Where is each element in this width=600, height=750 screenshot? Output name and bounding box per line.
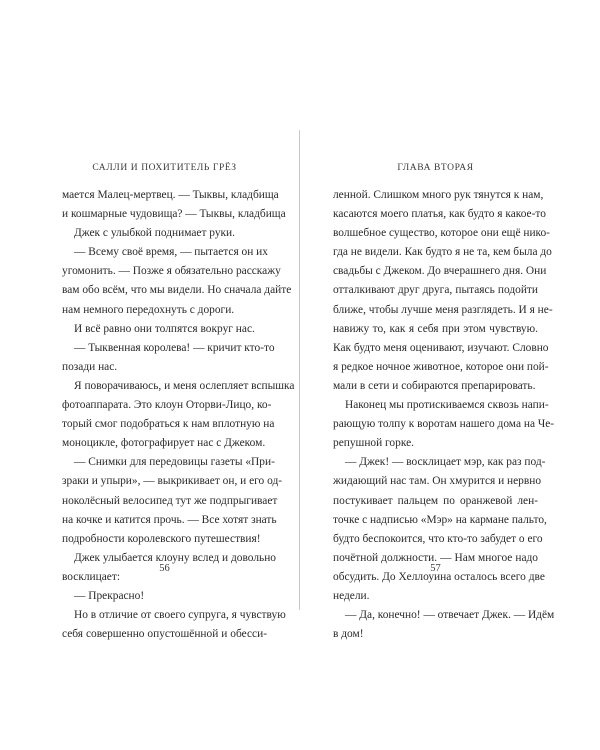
text-line: ноколёсный велосипед тут же подпрыгивает: [62, 494, 278, 507]
text-line: восклицает:: [62, 570, 120, 583]
text-line: — Тыквенная королева! — кричит кто-то: [74, 341, 275, 354]
text-line: недели.: [333, 589, 370, 602]
text-line: нам немного передохнуть с дороги.: [62, 303, 235, 316]
text-line: мали в сети и собираются препарировать.: [333, 379, 536, 392]
text-line: будто беспокоится, что кто-то забудет о его: [333, 532, 543, 545]
text-line: Как будто меня оценивают, изучают. Словно: [333, 341, 549, 354]
text-line: фотоаппарата. Это клоун Оторви-Лицо, ко-: [62, 399, 272, 412]
text-line: подробности королевского путешествия!: [62, 532, 261, 545]
text-line: — Всему своё время, — пытается он их: [74, 246, 268, 259]
text-line: Джек улыбается клоуну вслед и довольно: [74, 551, 276, 564]
text-line: Но в отличие от своего супруга, я чувствую: [74, 609, 286, 622]
text-line: почётной должности. — Нам многое надо: [333, 551, 538, 564]
text-line: мается Малец-мертвец. — Тыквы, кладбища: [62, 189, 279, 201]
text-line: обсудить. До Хеллоуина осталось всего две: [333, 570, 545, 583]
text-line: Наконец мы протискиваемся сквозь напи-: [345, 399, 549, 412]
text-line: рающую толпу к воротам нашего дома на Че-: [333, 418, 555, 431]
text-line: зраки и упыри», — выкрикивает он, и его од-: [62, 475, 283, 488]
text-line: ленной. Слишком много рук тянутся к нам,: [333, 189, 544, 201]
text-line: И всё равно они толпятся вокруг нас.: [74, 322, 255, 335]
text-line: навижу то, как я себя при этом чувствую.: [333, 322, 538, 335]
right-body-text: [333, 186, 555, 644]
text-line: — Прекрасно!: [74, 589, 145, 602]
gutter-divider: [299, 130, 300, 610]
text-line: я редкое ночное животное, которое они пой-: [333, 360, 549, 373]
text-line: моноцикле, фотографирует нас с Джеком.: [62, 437, 266, 450]
text-line: — Джек! — восклицает мэр, как раз под-: [345, 456, 546, 469]
text-line: жидающий нас там. Он хмурится и нервно: [333, 475, 542, 488]
text-line: и кошмарные чудовища? — Тыквы, кладбища: [62, 208, 286, 221]
text-line: угомонить. — Позже я обязательно расскажу: [62, 265, 281, 278]
text-line: Джек с улыбкой поднимает руки.: [74, 227, 235, 240]
left-page-number: 56: [159, 563, 170, 574]
text-line: касаются моего платья, как будто я какое-то: [333, 208, 546, 221]
text-line: гда не видели. Как будто я не та, кем была до: [333, 246, 552, 259]
right-running-head: ГЛАВА ВТОРАЯ: [397, 163, 474, 173]
right-page-number: 57: [430, 563, 441, 574]
text-line: волшебное существо, которое они ещё нико-: [333, 227, 550, 240]
text-line: — Снимки для передовицы газеты «При-: [74, 456, 275, 469]
text-line: на кочке и катится прочь. — Все хотят знать: [62, 513, 277, 526]
text-line: постукивает пальцем по оранжевой лен-: [333, 494, 538, 507]
text-line: себя совершенно опустошённой и обесси-: [62, 628, 267, 641]
text-line: отталкивают друг друга, пытаясь подойти: [333, 284, 538, 297]
text-line: — Да, конечно! — отвечает Джек. — Идём: [345, 609, 555, 622]
text-line: точке с надписью «Мэр» на кармане пальто,: [333, 513, 547, 526]
text-line: торый смог подобраться к нам вплотную на: [62, 418, 275, 431]
text-line: свадьбы с Джеком. До вчерашнего дня. Они: [333, 265, 547, 278]
text-line: позади нас.: [62, 360, 118, 373]
text-line: ближе, чтобы лучше меня разглядеть. И я не-: [333, 303, 553, 316]
text-line: вам обо всём, что мы видели. Но сначала дайте: [62, 284, 292, 297]
left-running-head: САЛЛИ И ПОХИТИТЕЛЬ ГРЁЗ: [92, 163, 237, 173]
text-line: Я поворачиваюсь, и меня ослепляет вспышка: [74, 379, 295, 392]
left-body-text: [62, 186, 295, 644]
text-line: в дом!: [333, 628, 364, 641]
text-line: репушной горке.: [333, 437, 414, 450]
